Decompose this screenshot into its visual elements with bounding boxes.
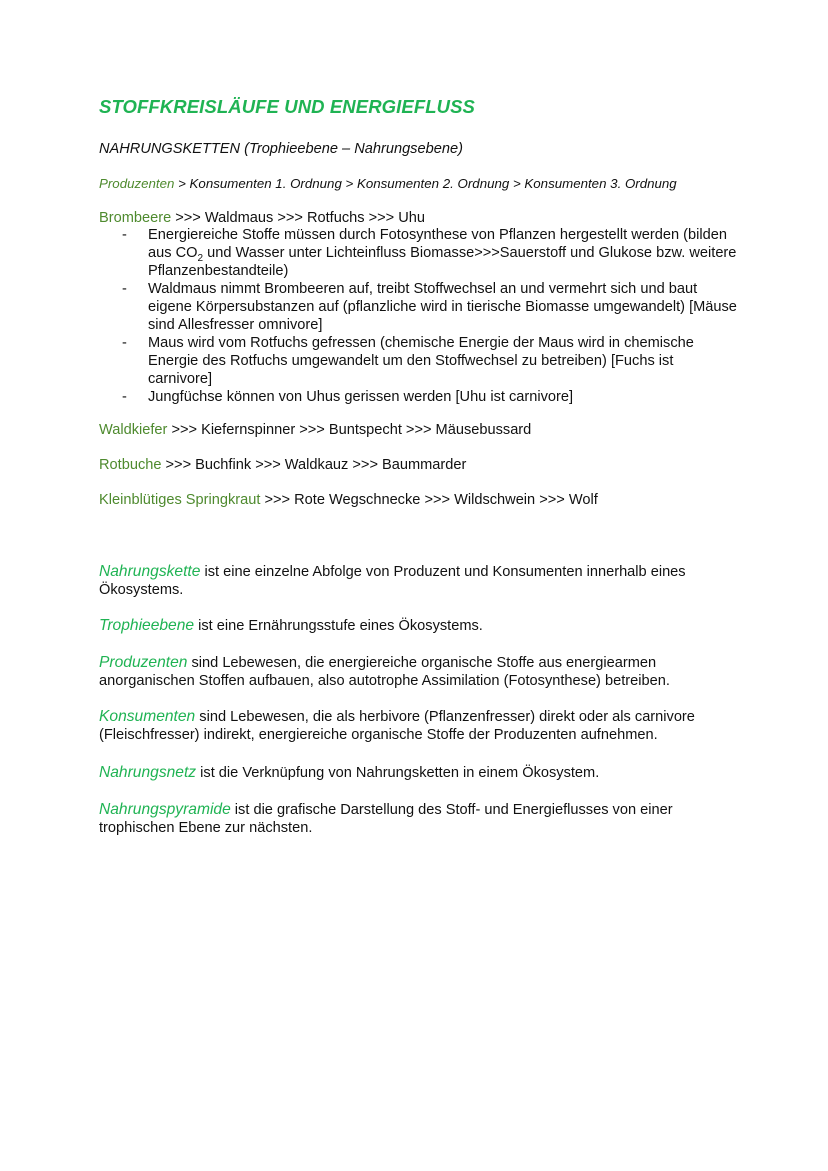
hierarchy-producer: Produzenten — [99, 176, 175, 191]
list-item-text: und Wasser unter Lichteinfluss Biomasse>>>Sauerstoff und Glukose bzw. weitere Pflanzenbestandteile) — [148, 245, 737, 279]
chain-consumers: >>> Kiefernspinner >>> Buntspecht >>> Mäusebussard — [167, 422, 532, 438]
definition-text: ist eine Ernährungsstufe eines Ökosystems. — [194, 618, 483, 634]
chain-producer: Rotbuche — [99, 457, 162, 473]
list-item — [99, 388, 739, 406]
list-item-text: Waldmaus nimmt Brombeeren auf, treibt Stoffwechsel an und vermehrt sich und baut eigene Körpersubstanzen auf (pflanzliche wird in tierische Biomasse umgewandelt) [Mäuse sind Allesfresser omnivore] — [148, 281, 737, 333]
definition-term: Nahrungspyramide — [99, 801, 231, 818]
food-chain-waldkiefer — [99, 421, 531, 439]
hierarchy-consumers: > Konsumenten 1. Ordnung > Konsumenten 2. Ordnung > Konsumenten 3. Ordnung — [174, 176, 677, 191]
list-item-text: Energiereiche Stoffe müssen durch Fotosynthese von Pflanzen hergestellt werden (bilden aus CO — [148, 227, 727, 261]
subscript: 2 — [197, 252, 204, 264]
definition-text: ist eine einzelne Abfolge von Produzent und Konsumenten innerhalb eines Ökosystems. — [99, 564, 686, 598]
chain-explanation-list — [99, 226, 739, 406]
section-subtitle: NAHRUNGSKETTEN (Trophieebene – Nahrungsebene) — [99, 141, 463, 157]
definition-nahrungsnetz — [99, 764, 739, 782]
definition-term: Trophieebene — [99, 617, 195, 634]
definition-term: Konsumenten — [99, 708, 196, 725]
list-item — [99, 226, 739, 280]
definition-nahrungspyramide — [99, 801, 739, 837]
food-chain-springkraut — [99, 491, 598, 509]
chain-consumers: >>> Waldmaus >>> Rotfuchs >>> Uhu — [171, 210, 425, 226]
list-item-text: Maus wird vom Rotfuchs gefressen (chemische Energie der Maus wird in chemische Energie des Rotfuchs umgewandelt um den Stoffwechsel zu betreiben) [Fuchs ist carnivore] — [148, 335, 694, 387]
chain-consumers: >>> Buchfink >>> Waldkauz >>> Baummarder — [161, 457, 467, 473]
definition-term: Produzenten — [99, 654, 188, 671]
bullet-dash: - — [122, 389, 127, 405]
definition-term: Nahrungsnetz — [99, 764, 197, 781]
food-chain-rotbuche — [99, 456, 466, 474]
definition-produzenten — [99, 654, 739, 690]
definition-term: Nahrungskette — [99, 563, 201, 580]
chain-producer: Kleinblütiges Springkraut — [99, 492, 261, 508]
list-item — [99, 334, 739, 388]
definition-text: sind Lebewesen, die energiereiche organische Stoffe aus energiearmen anorganischen Stoffen aufbauen, also autotrophe Assimilation (Fotosynthese) betreiben. — [99, 655, 670, 689]
bullet-dash: - — [122, 281, 127, 297]
food-chain-brombeere — [99, 209, 425, 227]
bullet-dash: - — [122, 335, 127, 351]
definition-trophieebene — [99, 617, 739, 635]
definition-konsumenten — [99, 708, 739, 744]
list-item — [99, 280, 739, 334]
definition-text: sind Lebewesen, die als herbivore (Pflanzenfresser) direkt oder als carnivore (Fleischfresser) indirekt, energiereiche organische Stoffe der Produzenten aufnehmen. — [99, 709, 695, 743]
chain-consumers: >>> Rote Wegschnecke >>> Wildschwein >>> Wolf — [260, 492, 598, 508]
chain-producer: Brombeere — [99, 210, 172, 226]
list-item-text: Jungfüchse können von Uhus gerissen werden [Uhu ist carnivore] — [148, 389, 574, 405]
chain-producer: Waldkiefer — [99, 422, 168, 438]
trophic-hierarchy — [99, 176, 677, 191]
bullet-dash: - — [122, 227, 127, 243]
page-title: STOFFKREISLÄUFE UND ENERGIEFLUSS — [99, 96, 475, 117]
definition-nahrungskette — [99, 563, 739, 599]
definition-text: ist die grafische Darstellung des Stoff- und Energieflusses von einer trophischen Ebene zur nächsten. — [99, 802, 673, 836]
definition-text: ist die Verknüpfung von Nahrungsketten in einem Ökosystem. — [196, 765, 600, 781]
